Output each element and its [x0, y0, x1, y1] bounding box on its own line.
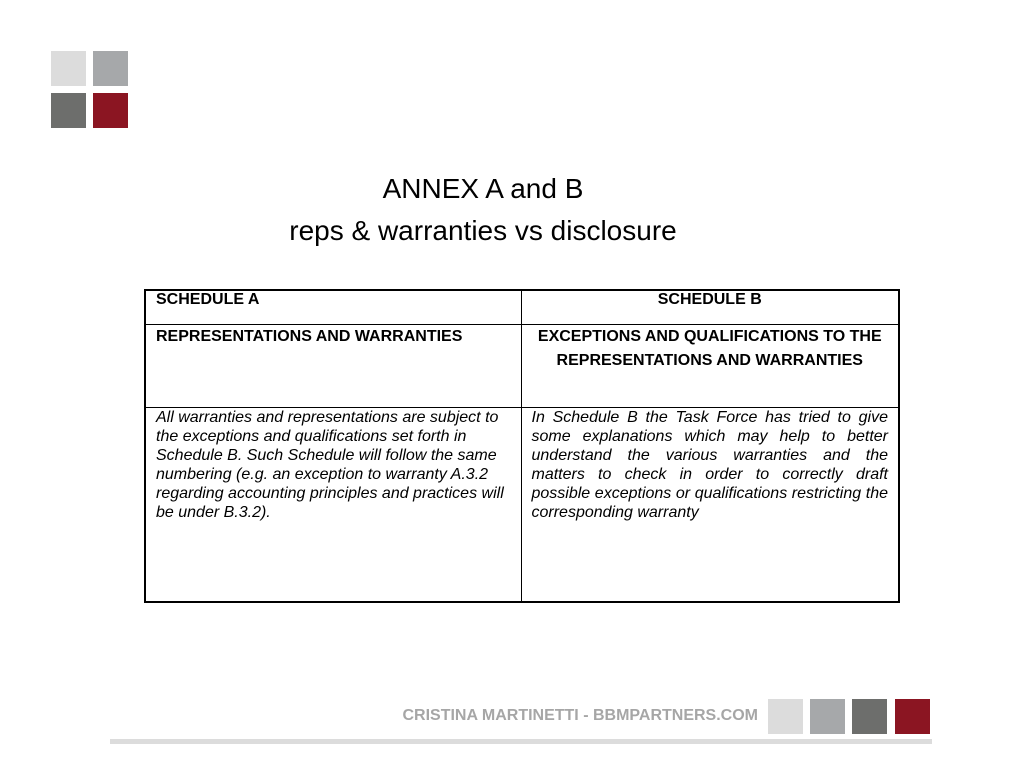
- body-schedule-a: All warranties and representations are subject to the exceptions and qualifications set forth in Schedule B. Such Schedule will follow the same numbering (e.g. an exception to warranty A.3.2 regarding accounting principles and practices will be under B.3.2).: [145, 408, 521, 603]
- footer-square-dark: [852, 699, 887, 734]
- body-schedule-b: In Schedule B the Task Force has tried to give some explanations which may help to better understand the various warranties and the matters to check in order to correctly draft possible exceptions or qualifications restricting the corresponding warranty: [521, 408, 899, 603]
- table-header-row: [145, 290, 899, 325]
- footer-square-light: [768, 699, 803, 734]
- header-schedule-a: SCHEDULE A: [145, 290, 521, 325]
- table-subheader-row: [145, 325, 899, 408]
- subheader-schedule-b: EXCEPTIONS AND QUALIFICATIONS TO THE REPRESENTATIONS AND WARRANTIES: [521, 325, 899, 408]
- schedule-table: [144, 289, 900, 603]
- logo-square-dark: [51, 93, 86, 128]
- footer-divider: [110, 739, 932, 744]
- footer-square-red: [895, 699, 930, 734]
- logo-square-light: [51, 51, 86, 86]
- logo-square-mid: [93, 51, 128, 86]
- table-body-row: [145, 408, 899, 603]
- slide-subtitle: reps & warranties vs disclosure: [289, 215, 677, 246]
- footer-square-mid: [810, 699, 845, 734]
- footer-credit: CRISTINA MARTINETTI - BBMPARTNERS.COM: [402, 707, 758, 724]
- subheader-schedule-a: REPRESENTATIONS AND WARRANTIES: [145, 325, 521, 408]
- header-schedule-b: SCHEDULE B: [521, 290, 899, 325]
- slide-title: ANNEX A and B: [382, 173, 584, 204]
- logo-square-red: [93, 93, 128, 128]
